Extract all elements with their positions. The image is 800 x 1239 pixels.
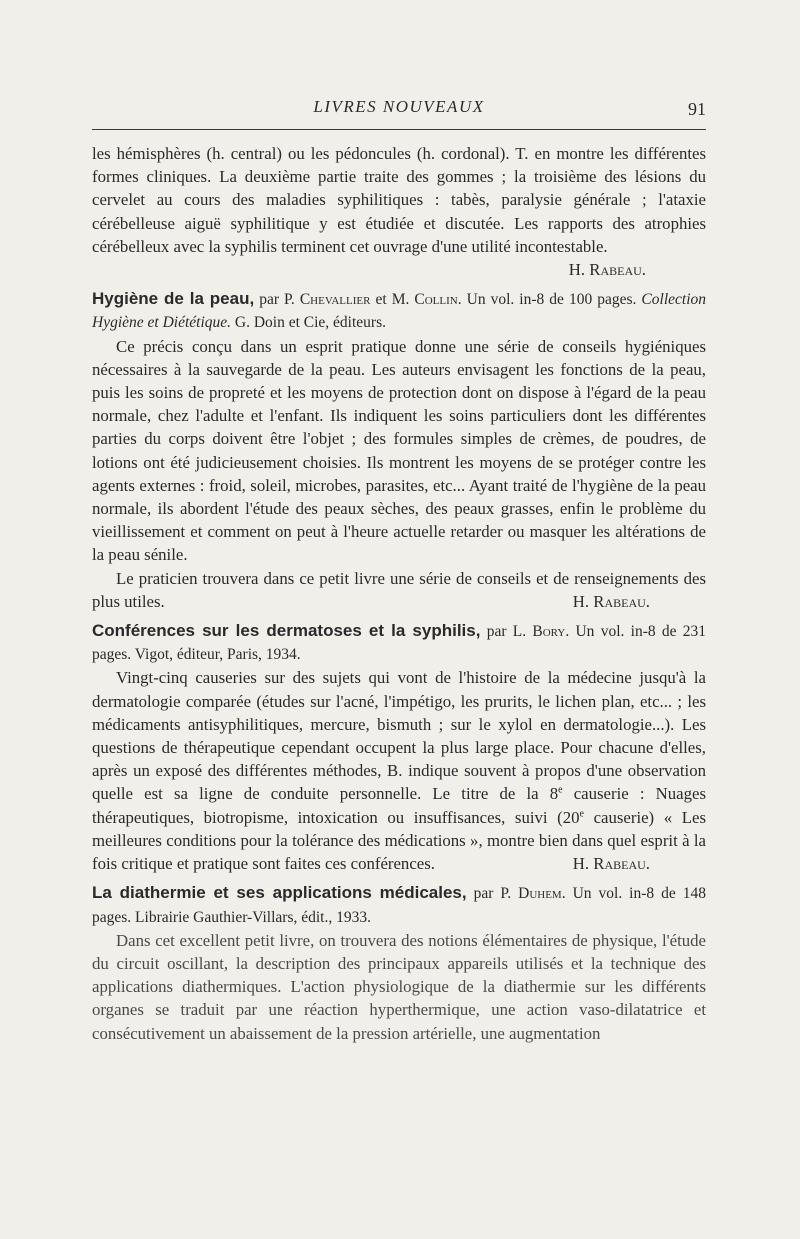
review-text: Le praticien trouvera dans ce petit livre une série de conseils et de renseignements des plus utiles.	[92, 568, 706, 611]
reference-text: par P.	[254, 291, 300, 309]
intro-signature: H. Rabeau.	[568, 260, 646, 280]
review-paragraph: Ce précis conçu dans un esprit pratique donne une série de conseils hygiéniques nécessaires à la sauvegarde de la peau. Les auteurs envisagent les fonctions de la peau, puis les soins de propreté et les moyens de protection dont on dispose à l'égard de la peau normale, chez l'adulte et l'enfant. Ils indiquent les soins particuliers dont les différentes parties du corps doivent être l'objet ; des formules simples de crèmes, de poudres, de lotions ont été judicieusement choisies. Ils montrent les moyens de se protéger contre les agents externes : froid, soleil, microbes, parasites, etc... Ayant traité de l'hygiène de la peau normale, ils abordent l'étude des peaux sèches, des peaux grasses, enfin le problème du vieillissement et comment on peut à l'heure actuelle retarder ou masquer les altérations de la peau sénile.	[92, 336, 706, 565]
collection-name: Collection Hygiène et Diététique.	[92, 291, 706, 332]
reference-text: . Un vol. in-8 de 231 pages. Vigot, éditeur, Paris, 1934.	[92, 623, 706, 664]
review-paragraph: Dans cet excellent petit livre, on trouvera des notions élémentaires de physique, l'étude du circuit oscillant, la description des principaux appareils utilisés et la technique des applications diathermiques. L'action physiologique de la diathermie sur les différents organes se traduit par une réaction hyperthermique, une action vaso-dilatatrice et consécutivement un abaissement de la pression artérielle, une augmentation	[92, 930, 706, 1043]
running-title: LIVRES NOUVEAUX	[313, 97, 485, 116]
publisher-text: G. Doin et Cie, éditeurs.	[231, 314, 386, 332]
intro-text: les hémisphères (h. central) ou les pédoncules (h. cordonal). T. en montre les différentes formes cliniques. La deuxième partie traite des gommes ; la troisième des lésions du cervelet au cours des maladies syphilitiques : tabès, paralysie générale ; l'ataxie cérébelleuse aiguë syphilitique y est étudiée et discutée. Les rapports des atrophies cérébelleux avec la syphilis terminent cet ouvrage d'une utilité incontestable.	[92, 144, 706, 256]
review-text: causerie : Nuages thérapeutiques, biotropisme, intoxication ou insuffisances, suivi (20	[92, 784, 706, 827]
page-header	[92, 95, 706, 130]
reference-text: par L.	[480, 623, 533, 641]
review-hygiene-de-la-peau	[92, 287, 706, 613]
reference-text: et M.	[370, 291, 415, 309]
review-title: Hygiène de la peau,	[92, 289, 255, 309]
review-paragraph	[92, 567, 706, 613]
superscript: e	[558, 784, 563, 796]
review-reference	[92, 881, 706, 928]
author-name: Collin	[414, 291, 458, 309]
reference-text: . Un vol. in-8 de 100 pages.	[457, 291, 642, 309]
page-body	[92, 142, 706, 1045]
review-conferences-dermatoses	[92, 619, 706, 875]
reference-text: par P.	[466, 885, 519, 903]
review-signature: H. Rabeau.	[572, 854, 650, 874]
author-name: Duhem	[518, 885, 562, 903]
intro-paragraph	[92, 142, 706, 281]
review-signature: H. Rabeau.	[572, 591, 650, 611]
review-paragraph	[92, 666, 706, 875]
author-name: Bory	[532, 623, 566, 641]
superscript: e	[579, 808, 584, 820]
review-reference	[92, 287, 706, 334]
author-name: Chevallier	[299, 291, 371, 309]
review-text: Vingt-cinq causeries sur des sujets qui vont de l'histoire de la médecine jusqu'à la dermatologie comparée (études sur l'acné, l'impétigo, les prurits, le lichen plan, etc... ; les médicaments antisyphilitiques, mercure, bismuth ; sur le xylol en dermatologie...). Les questions de thérapeutique cependant occupent la plus large place. Pour chacune d'elles, après un exposé des différentes méthodes, B. indique souvent à propos d'une observation quelle est sa ligne de conduite personnelle. Le titre de la 8	[92, 668, 706, 804]
review-reference	[92, 619, 706, 666]
review-title: Conférences sur les dermatoses et la syphilis,	[92, 621, 481, 641]
reference-text: . Un vol. in-8 de 148 pages. Librairie Gauthier-Villars, édit., 1933.	[92, 885, 706, 926]
review-text: causerie) « Les meilleures conditions pour la tolérance des médications », montre bien dans quel esprit à la fois critique et pratique sont faites ces conférences.	[92, 807, 706, 874]
review-la-diathermie	[92, 881, 706, 1044]
review-title: La diathermie et ses applications médicales,	[92, 883, 467, 903]
page-number: 91	[688, 99, 706, 119]
